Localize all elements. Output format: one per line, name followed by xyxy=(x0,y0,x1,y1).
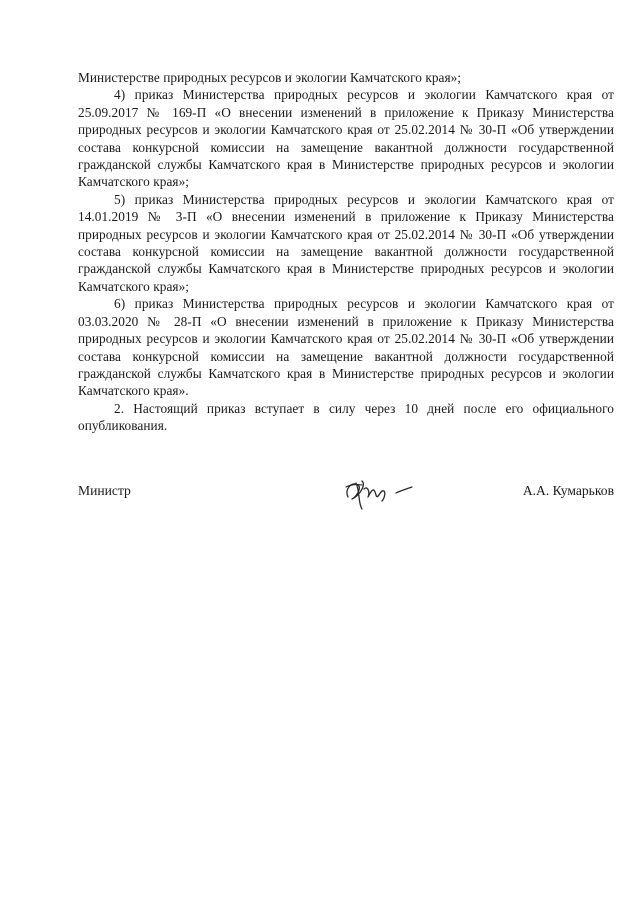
paragraph-point-2: 2. Настоящий приказ вступает в силу через 10 дней после его официального опубликования. xyxy=(78,400,614,434)
paragraph-item-6: 6) приказ Министерства природных ресурсов и экологии Камчатского края от 03.03.2020 № 28-П «О внесении изменений в приложение к Приказу Министерства природных ресурсов и экологии Камчатского края от 25.02.2014 № 30-П «Об утверждении состава конкурсной комиссии на замещение вакантной должности государственной гражданской службы Камчатского края в Министерстве природных ресурсов и экологии Камчатского края». xyxy=(78,296,614,399)
signature-block xyxy=(78,475,614,515)
paragraph-item-5: 5) приказ Министерства природных ресурсов и экологии Камчатского края от 14.01.2019 № 3-П «О внесении изменений в приложение к Приказу Министерства природных ресурсов и экологии Камчатского края от 25.02.2014 № 30-П «Об утверждении состава конкурсной комиссии на замещение вакантной должности государственной гражданской службы Камчатского края в Министерстве природных ресурсов и экологии Камчатского края»; xyxy=(78,191,614,294)
signer-position: Министр xyxy=(78,483,131,498)
document-body xyxy=(78,69,614,435)
paragraph-continuation: Министерстве природных ресурсов и экологии Камчатского края»; xyxy=(78,70,462,85)
signer-name: А.А. Кумарьков xyxy=(522,483,614,498)
handwritten-signature xyxy=(340,475,420,513)
paragraph-item-4: 4) приказ Министерства природных ресурсов и экологии Камчатского края от 25.09.2017 № 169-П «О внесении изменений в приложение к Приказу Министерства природных ресурсов и экологии Камчатского края от 25.02.2014 № 30-П «Об утверждении состава конкурсной комиссии на замещение вакантной должности государственной гражданской службы Камчатского края в Министерстве природных ресурсов и экологии Камчатского края»; xyxy=(78,87,614,190)
